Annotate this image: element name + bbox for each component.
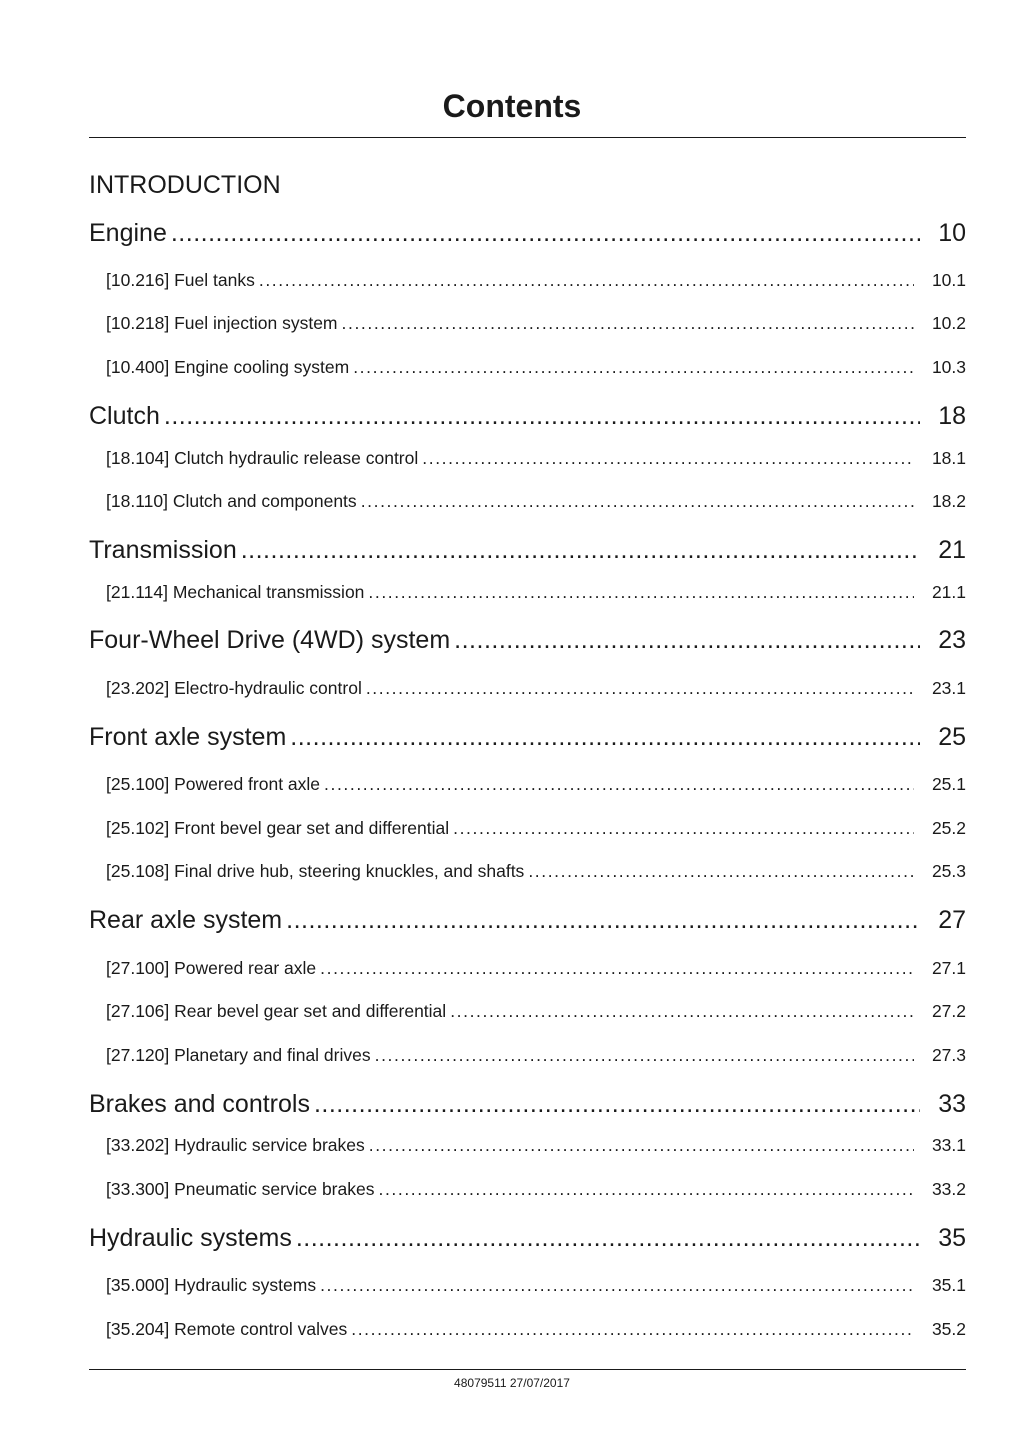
toc-entry-label: Clutch (89, 402, 160, 430)
toc-entry-label: Hydraulic systems (89, 1224, 292, 1252)
toc-entry-label: Brakes and controls (89, 1090, 310, 1118)
toc-entry-clutch-hydraulic-release-control[interactable] (106, 447, 966, 469)
toc-entry-label: [23.202] Electro-hydraulic control (106, 678, 362, 698)
dot-leader (368, 581, 914, 603)
toc-entry-rear-bevel-gear-set[interactable] (106, 1000, 966, 1022)
toc-entry-label: Rear axle system (89, 906, 283, 934)
toc-entry-engine[interactable] (89, 218, 966, 248)
toc-entry-clutch-and-components[interactable] (106, 490, 966, 512)
dot-leader (296, 1223, 920, 1253)
dot-leader (353, 356, 914, 378)
toc-entry-powered-rear-axle[interactable] (106, 957, 966, 979)
toc-entry-label: [35.204] Remote control valves (106, 1319, 348, 1339)
dot-leader (450, 1000, 914, 1022)
toc-entry-label: [25.108] Final drive hub, steering knuckles, and shafts (106, 861, 525, 881)
dot-leader (320, 1274, 914, 1296)
toc-entry-page: 21.1 (931, 582, 966, 602)
dot-leader (422, 447, 914, 469)
toc-entry-label: Transmission (89, 536, 237, 564)
dot-leader (314, 1089, 920, 1119)
toc-entry-page: 18.1 (931, 448, 966, 468)
toc-entry-front-bevel-gear-set[interactable] (106, 817, 966, 839)
toc-entry-label: [27.120] Planetary and final drives (106, 1045, 371, 1065)
toc-entry-page: 23 (938, 626, 966, 654)
toc-entry-label: [35.000] Hydraulic systems (106, 1275, 317, 1295)
toc-entry-page: 27.1 (931, 958, 966, 978)
toc-entry-electro-hydraulic-control[interactable] (106, 677, 966, 699)
dot-leader (290, 722, 920, 752)
toc-entry-label: [18.104] Clutch hydraulic release control (106, 448, 419, 468)
toc-entry-page: 33 (938, 1090, 966, 1118)
title-divider (89, 137, 966, 138)
toc-entry-label: [10.400] Engine cooling system (106, 357, 350, 377)
toc-entry-rear-axle-system[interactable] (89, 905, 966, 935)
dot-leader (164, 401, 920, 431)
toc-entry-page: 18.2 (931, 491, 966, 511)
toc-entry-page: 10 (938, 219, 966, 247)
footer-doc-number: 48079511 27/07/2017 (454, 1376, 570, 1390)
toc-entry-front-axle-system[interactable] (89, 722, 966, 752)
toc-entry-remote-control-valves[interactable] (106, 1318, 966, 1340)
toc-entry-transmission[interactable] (89, 535, 966, 565)
page-title: Contents (442, 88, 582, 124)
dot-leader (361, 490, 914, 512)
toc-entry-label: [21.114] Mechanical transmission (106, 582, 365, 602)
toc-entry-page: 27 (938, 906, 966, 934)
toc-entry-page: 27.2 (931, 1001, 966, 1021)
toc-entry-label: Engine (89, 219, 167, 247)
toc-entry-page: 33.2 (931, 1179, 966, 1199)
toc-entry-page: 21 (938, 536, 966, 564)
dot-leader (320, 957, 914, 979)
toc-entry-page: 18 (938, 402, 966, 430)
toc-entry-page: 10.2 (931, 313, 966, 333)
toc-entry-page: 25.3 (931, 861, 966, 881)
dot-leader (171, 218, 920, 248)
toc-entry-label: [33.202] Hydraulic service brakes (106, 1135, 365, 1155)
dot-leader (259, 269, 914, 291)
toc-entry-label: [27.106] Rear bevel gear set and differential (106, 1001, 447, 1021)
dot-leader (351, 1318, 914, 1340)
dot-leader (378, 1178, 913, 1200)
toc-entry-page: 35.1 (931, 1275, 966, 1295)
toc-entry-label: [27.100] Powered rear axle (106, 958, 317, 978)
toc-entry-page: 25.2 (931, 818, 966, 838)
toc-entry-engine-cooling-system[interactable] (106, 356, 966, 378)
toc-entry-page: 10.1 (931, 270, 966, 290)
toc-entry-label: [25.100] Powered front axle (106, 774, 321, 794)
toc-entry-label: [33.300] Pneumatic service brakes (106, 1179, 375, 1199)
toc-entry-pneumatic-service-brakes[interactable] (106, 1178, 966, 1200)
toc-entry-four-wheel-drive-system[interactable] (89, 625, 966, 655)
toc-entry-label: Front axle system (89, 723, 287, 751)
toc-entry-hydraulic-systems[interactable] (89, 1223, 966, 1253)
toc-entry-clutch[interactable] (89, 401, 966, 431)
dot-leader (286, 905, 920, 935)
toc-entry-page: 27.3 (931, 1045, 966, 1065)
toc-entry-final-drive-hub[interactable] (106, 860, 966, 882)
toc-entry-label: [10.216] Fuel tanks (106, 270, 255, 290)
dot-leader (454, 625, 920, 655)
dot-leader (528, 860, 914, 882)
toc-entry-page: 25.1 (931, 774, 966, 794)
dot-leader (241, 535, 920, 565)
dot-leader (324, 773, 914, 795)
toc-entry-page: 10.3 (931, 357, 966, 377)
dot-leader (369, 1134, 914, 1156)
toc-entry-page: 25 (938, 723, 966, 751)
toc-entry-label: Four-Wheel Drive (4WD) system (89, 626, 451, 654)
toc-entry-hydraulic-service-brakes[interactable] (106, 1134, 966, 1156)
toc-entry-fuel-injection-system[interactable] (106, 312, 966, 334)
toc-entry-page: 23.1 (931, 678, 966, 698)
toc-entry-label: [25.102] Front bevel gear set and differential (106, 818, 450, 838)
dot-leader (342, 312, 914, 334)
footer-divider (89, 1369, 966, 1370)
toc-entry-brakes-and-controls[interactable] (89, 1089, 966, 1119)
dot-leader (375, 1044, 914, 1066)
toc-entry-page: 35 (938, 1224, 966, 1252)
toc-entry-powered-front-axle[interactable] (106, 773, 966, 795)
toc-entry-page: 35.2 (931, 1319, 966, 1339)
toc-entry-planetary-and-final-drives[interactable] (106, 1044, 966, 1066)
toc-entry-fuel-tanks[interactable] (106, 269, 966, 291)
toc-entry-page: 33.1 (931, 1135, 966, 1155)
toc-entry-hydraulic-systems-sub[interactable] (106, 1274, 966, 1296)
intro-heading: INTRODUCTION (89, 171, 281, 199)
dot-leader (366, 677, 914, 699)
toc-entry-label: [10.218] Fuel injection system (106, 313, 338, 333)
dot-leader (453, 817, 914, 839)
toc-entry-mechanical-transmission[interactable] (106, 581, 966, 603)
toc-entry-label: [18.110] Clutch and components (106, 491, 357, 511)
